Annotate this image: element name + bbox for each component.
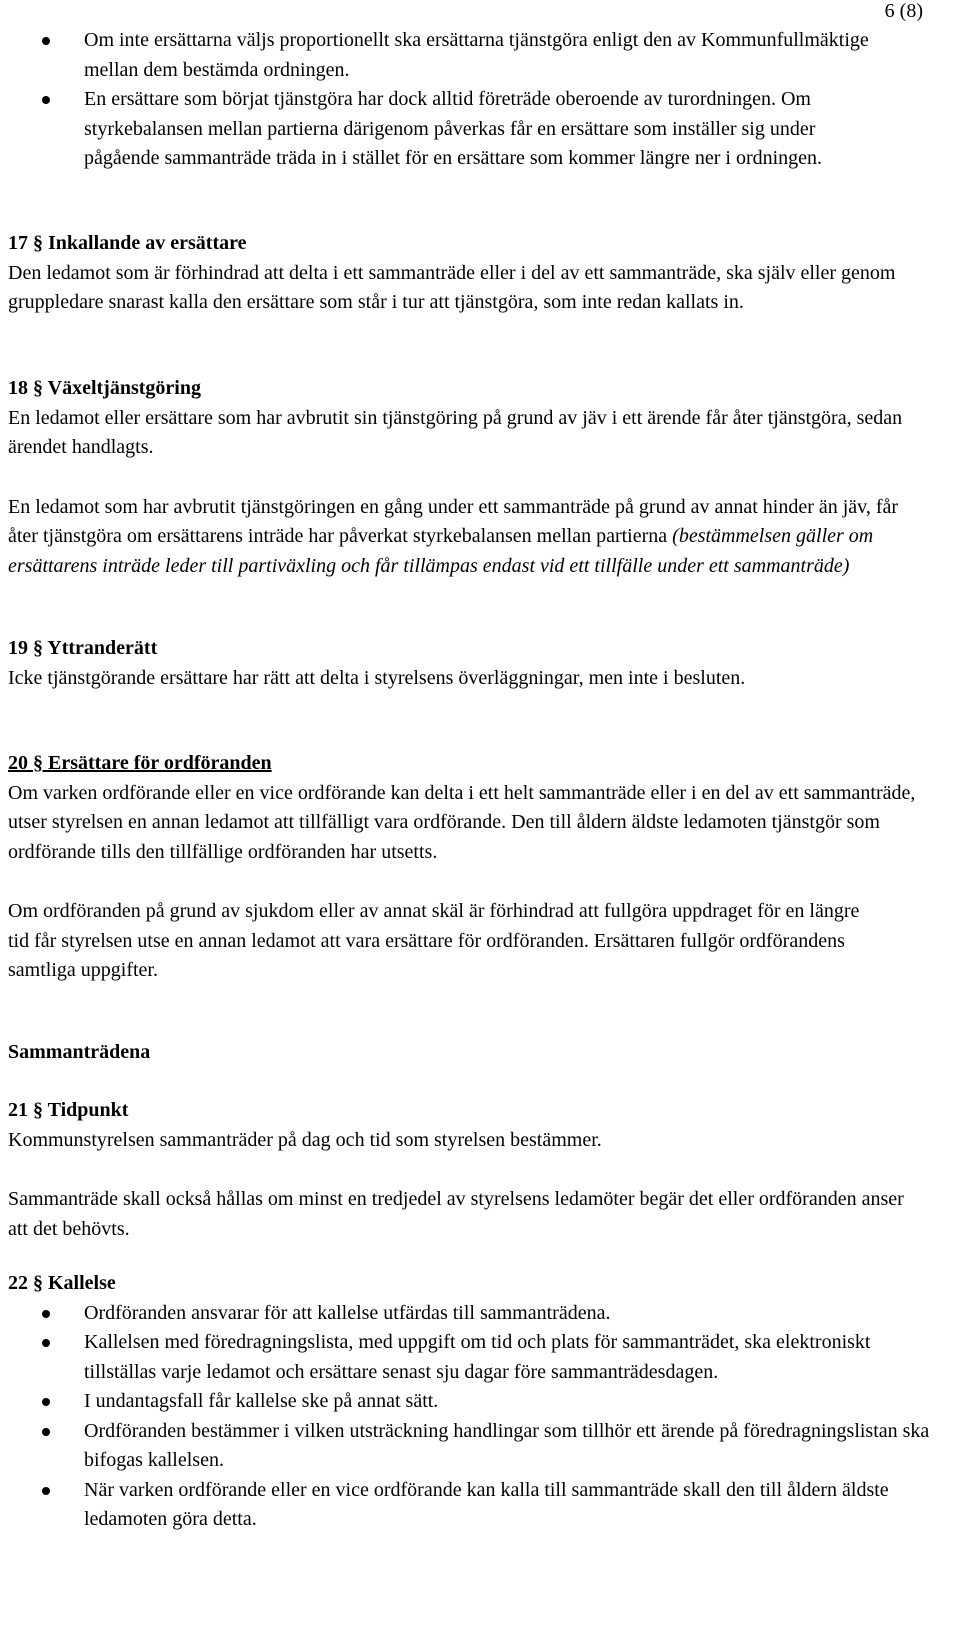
- section-19: [8, 634, 868, 693]
- bullet-icon: [42, 37, 50, 45]
- section-heading: 20 § Ersättare för ordföranden: [8, 752, 272, 774]
- list-item: Ordföranden bestämmer i vilken utsträckning handlingar som tillhör ett ärende på föredragningslistan ska bifogas kallelsen.: [8, 1417, 943, 1476]
- section-text: Om ordföranden på grund av sjukdom eller av annat skäl är förhindrad att fullgöra uppdraget för en längre tid får styrelsen utse en annan ledamot att vara ersättare för ordföranden. Ersättaren fullgör ordförandens samtliga uppgifter.: [8, 900, 860, 981]
- eligibility-bullet-list: [8, 26, 888, 174]
- italic-note: (bestämmelsen gäller om ersättarens inträde leder till partiväxling och får tillämpas endast vid ett tillfälle under ett sammanträde): [8, 525, 874, 577]
- bullet-icon: [42, 1310, 50, 1318]
- list-item: I undantagsfall får kallelse ske på annat sätt.: [8, 1387, 943, 1417]
- section-heading: 21 § Tidpunkt: [8, 1099, 129, 1121]
- kallelse-bullet-list: [8, 1299, 943, 1535]
- bullet-icon: [42, 1398, 50, 1406]
- list-item: Kallelsen med föredragningslista, med uppgift om tid och plats för sammanträdet, ska elektroniskt tillställas varje ledamot och ersättare senast sju dagar före sammanträdesdagen.: [8, 1328, 943, 1387]
- section-17: [8, 229, 938, 318]
- section-heading: 22 § Kallelse: [8, 1272, 116, 1294]
- bullet-icon: [42, 96, 50, 104]
- section-text: Sammanträde skall också hållas om minst en tredjedel av styrelsens ledamöter begär det eller ordföranden anser att det behövts.: [8, 1188, 904, 1240]
- list-item: Ordföranden ansvarar för att kallelse utfärdas till sammanträdena.: [8, 1299, 943, 1329]
- list-item: En ersättare som börjat tjänstgöra har dock alltid företräde oberoende av turordningen. Om styrkebalansen mellan partierna därigenom påverkas får en ersättare som inställer sig under pågående sammanträde träda in i stället för en ersättare som kommer längre ner i ordningen.: [8, 85, 888, 174]
- section-20: [8, 749, 943, 986]
- section-heading: 19 § Yttranderätt: [8, 637, 158, 659]
- section-heading: 18 § Växeltjänstgöring: [8, 377, 201, 399]
- page-number: 6 (8): [884, 0, 923, 22]
- section-text: Icke tjänstgörande ersättare har rätt att delta i styrelsens överläggningar, men inte i besluten.: [8, 666, 746, 689]
- bullet-icon: [42, 1339, 50, 1347]
- section-text: En ledamot som har avbrutit tjänstgöringen en gång under ett sammanträde på grund av annat hinder än jäv, får åter tjänstgöra om ersättarens inträde har påverkat styrkebalansen mellan partierna (bestämmelsen gäller om ersättarens inträde leder till partiväxling och får tillämpas endast vid ett tillfälle under ett sammanträde): [8, 495, 899, 577]
- section-text: Kommunstyrelsen sammanträder på dag och tid som styrelsen bestämmer.: [8, 1128, 602, 1151]
- chapter-heading: Sammanträdena: [8, 1041, 151, 1063]
- section-21: [8, 1096, 908, 1244]
- section-text: Om varken ordförande eller en vice ordförande kan delta i ett helt sammanträde eller i en del av ett sammanträde, utser styrelsen en annan ledamot att tillfälligt vara ordförande. Den till åldern äldste ledamoten tjänstgör som ordförande tills den tillfällige ordföranden har utsetts.: [8, 781, 916, 863]
- bullet-icon: [42, 1487, 50, 1495]
- list-item: Om inte ersättarna väljs proportionellt ska ersättarna tjänstgöra enligt den av Kommunfullmäktige mellan dem bestämda ordningen.: [8, 26, 888, 85]
- section-text: Den ledamot som är förhindrad att delta i ett sammanträde eller i del av ett sammanträde, ska själv eller genom gruppledare snarast kalla den ersättare som står i tur att tjänstgöra, som inte redan kallats in.: [8, 261, 896, 313]
- bullet-icon: [42, 1428, 50, 1436]
- section-22: [8, 1269, 943, 1535]
- section-text: En ledamot eller ersättare som har avbrutit sin tjänstgöring på grund av jäv i ett ärende får åter tjänstgöra, sedan ärendet handlagts.: [8, 406, 903, 458]
- section-heading: 17 § Inkallande av ersättare: [8, 232, 247, 254]
- list-item: När varken ordförande eller en vice ordförande kan kalla till sammanträde skall den till åldern äldste ledamoten göra detta.: [8, 1476, 943, 1535]
- section-18: [8, 374, 943, 581]
